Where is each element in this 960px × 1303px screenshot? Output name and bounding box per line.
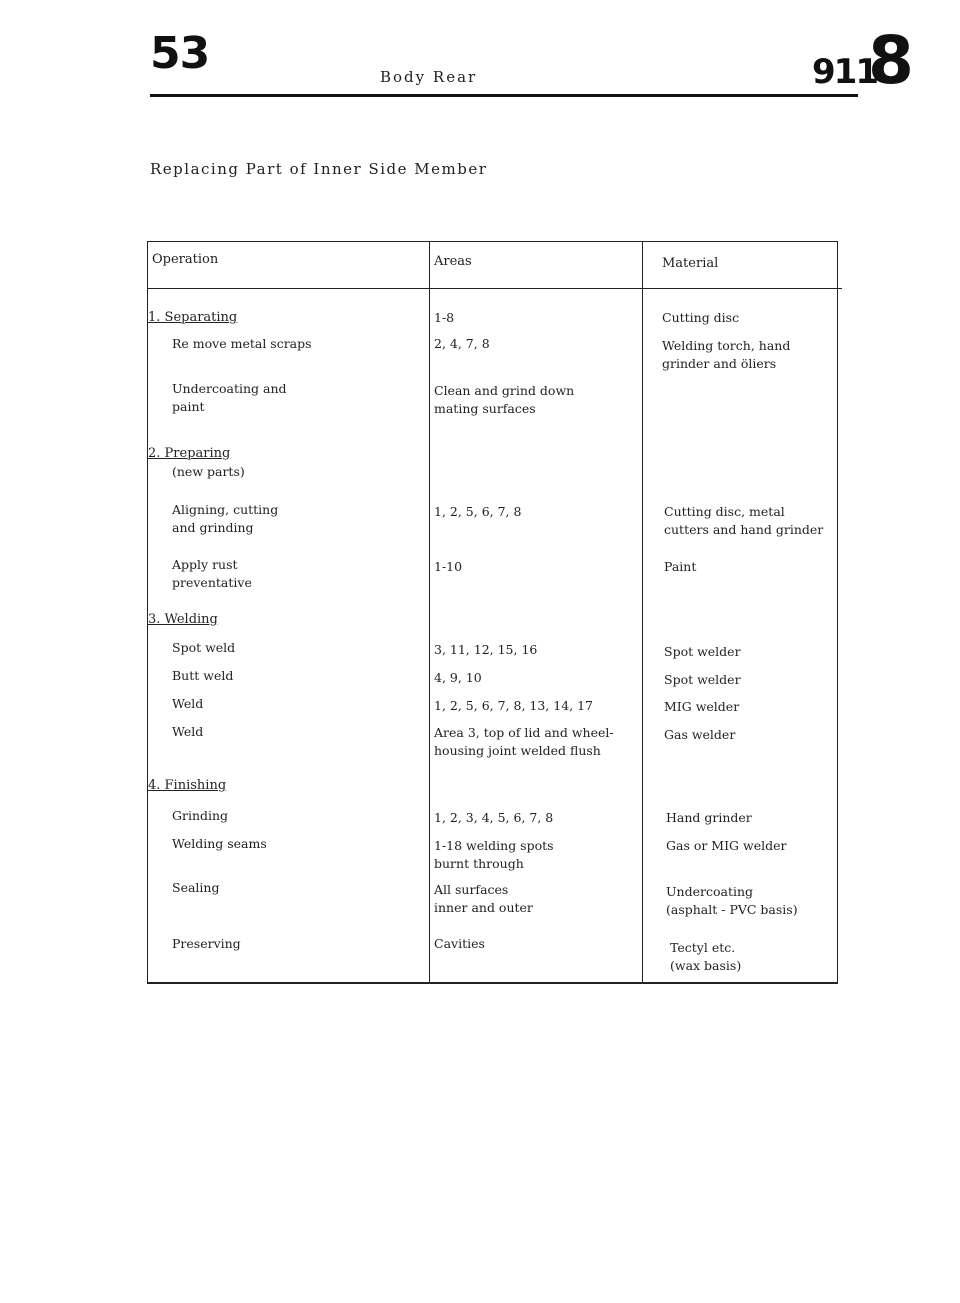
header-rule [150, 94, 858, 97]
operation-cell: Butt weld [172, 668, 234, 683]
operation-cell: Aligning, cutting and grinding [172, 502, 279, 535]
column-header-operation: Operation [152, 252, 219, 267]
areas-cell: Area 3, top of lid and wheel- housing joint welded flush [434, 725, 614, 758]
areas-cell: 1, 2, 5, 6, 7, 8, 13, 14, 17 [434, 698, 594, 713]
operations-table [147, 241, 838, 984]
material-cell: Paint [664, 559, 697, 574]
areas-cell: Clean and grind down mating surfaces [434, 383, 575, 416]
material-cell: Tectyl etc. (wax basis) [670, 940, 742, 973]
material-cell: Undercoating (asphalt - PVC basis) [666, 884, 798, 917]
areas-cell: 1-10 [434, 559, 463, 574]
column-header-areas: Areas [434, 254, 472, 269]
column-divider-1 [429, 241, 430, 982]
model-number: 911 [812, 52, 877, 92]
material-cell: Gas or MIG welder [666, 838, 787, 853]
operation-cell: Welding seams [172, 836, 267, 851]
operation-cell: Weld [172, 696, 204, 711]
areas-cell: Cavities [434, 936, 485, 951]
material-cell: Cutting disc, metal cutters and hand grinder [664, 504, 824, 537]
section-title: Body Rear [380, 68, 478, 86]
page-number: 53 [150, 28, 210, 79]
section-heading-finishing: 4. Finishing [148, 778, 227, 793]
operation-cell: Re move metal scraps [172, 336, 312, 351]
material-cell: Spot welder [664, 672, 741, 687]
areas-cell: 3, 11, 12, 15, 16 [434, 642, 538, 657]
operation-cell: Preserving [172, 936, 241, 951]
material-cell: Cutting disc [662, 310, 740, 325]
section-subheading: (new parts) [172, 464, 245, 479]
section-heading-welding: 3. Welding [148, 612, 218, 627]
areas-cell: 1, 2, 3, 4, 5, 6, 7, 8 [434, 810, 554, 825]
operation-cell: Grinding [172, 808, 229, 823]
areas-cell: 2, 4, 7, 8 [434, 336, 490, 351]
material-cell: Gas welder [664, 727, 736, 742]
section-heading-separating: 1. Separating [148, 310, 238, 325]
group-number: 8 [868, 22, 914, 99]
operation-cell: Apply rust preventative [172, 557, 252, 590]
material-cell: Spot welder [664, 644, 741, 659]
operation-cell: Spot weld [172, 640, 236, 655]
table-top-rule [148, 241, 838, 242]
areas-cell: 1-18 welding spots burnt through [434, 838, 554, 871]
section-heading-preparing: 2. Preparing [148, 446, 231, 461]
areas-cell: 4, 9, 10 [434, 670, 482, 685]
areas-cell: 1-8 [434, 310, 455, 325]
table-header-rule [148, 288, 842, 289]
operation-cell: Weld [172, 724, 204, 739]
table-right-rule [837, 241, 838, 982]
material-cell: Welding torch, hand grinder and öliers [662, 338, 791, 371]
column-divider-2 [642, 241, 643, 982]
operation-cell: Undercoating and paint [172, 381, 287, 414]
operation-cell: Sealing [172, 880, 220, 895]
column-header-material: Material [662, 256, 719, 271]
page-title: Replacing Part of Inner Side Member [150, 160, 488, 178]
material-cell: MIG welder [664, 699, 740, 714]
areas-cell: 1, 2, 5, 6, 7, 8 [434, 504, 522, 519]
material-cell: Hand grinder [666, 810, 752, 825]
areas-cell: All surfaces inner and outer [434, 882, 533, 915]
